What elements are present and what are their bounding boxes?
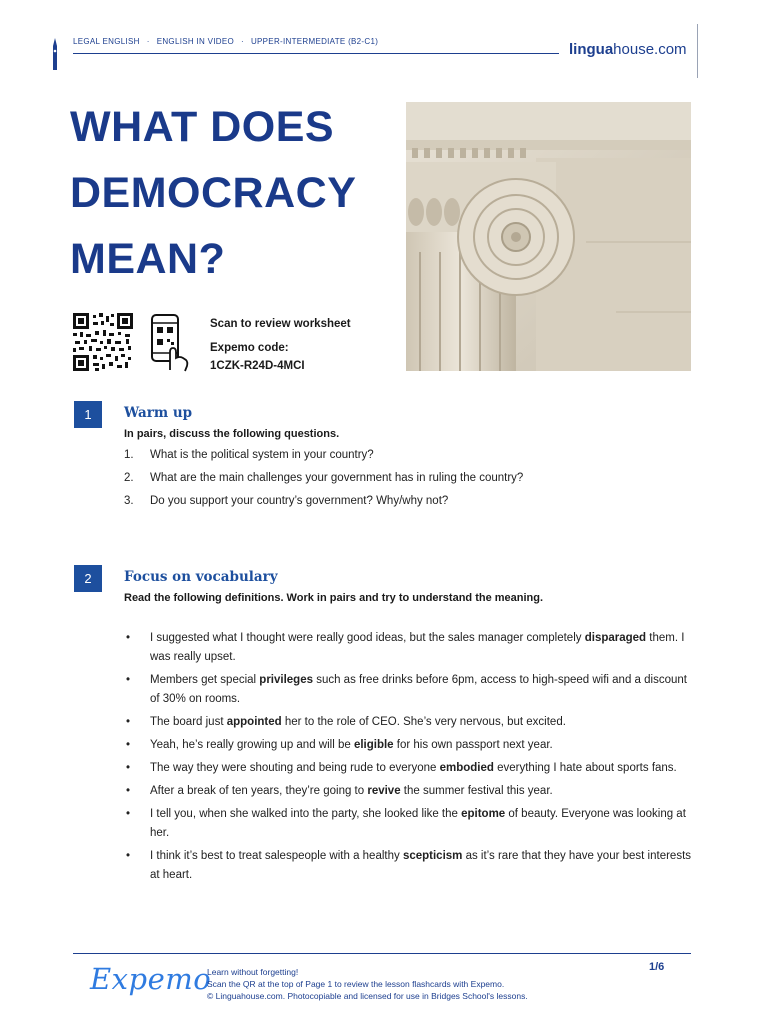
- expemo-code-label: Expemo code:: [210, 342, 289, 354]
- footer-divider: [73, 953, 691, 954]
- vocab-word: appointed: [226, 716, 282, 728]
- breadcrumb-item[interactable]: UPPER-INTERMEDIATE (B2-C1): [250, 37, 379, 46]
- vocab-word: eligible: [353, 739, 394, 751]
- list-item: • The way they were shouting and being rude to everyone embodied everything I hate about sports fans.: [126, 762, 677, 774]
- vocabulary-list: [124, 629, 691, 889]
- title-line: MEAN?: [70, 235, 226, 283]
- page-header: [0, 0, 768, 80]
- header-divider: [73, 53, 559, 54]
- list-item: 2. What are the main challenges your government has in ruling the country?: [124, 472, 524, 484]
- section-instruction: In pairs, discuss the following questions.: [124, 428, 340, 440]
- list-item: • Members get special privileges such as free drinks before 6pm, access to high-speed wifi and a discount of 30% on rooms.: [126, 674, 687, 705]
- list-item: 3. Do you support your country’s government? Why/why not?: [124, 495, 449, 507]
- list-item: • The board just appointed her to the role of CEO. She’s very nervous, but excited.: [126, 716, 566, 728]
- scan-label: Scan to review worksheet: [210, 318, 351, 330]
- qr-code-icon[interactable]: [73, 313, 133, 371]
- section-number-badge: 1: [74, 401, 102, 428]
- title-line: DEMOCRACY: [70, 169, 357, 217]
- list-item: 1. What is the political system in your country?: [124, 449, 374, 461]
- list-item: • After a break of ten years, they’re going to revive the summer festival this year.: [126, 785, 553, 797]
- expemo-code[interactable]: 1CZK-R24D-4MCI: [210, 360, 305, 372]
- big-ben-icon: [50, 38, 60, 70]
- vocab-word: epitome: [461, 808, 506, 820]
- breadcrumb-item[interactable]: LEGAL ENGLISH: [73, 37, 140, 46]
- scan-info: [210, 313, 351, 375]
- breadcrumb-item[interactable]: ENGLISH IN VIDEO: [156, 37, 234, 46]
- ionic-column-photo: [406, 102, 691, 371]
- list-item: • I suggested what I thought were really good ideas, but the sales manager completely disparaged them. I was really upset.: [126, 632, 685, 663]
- list-item: • I tell you, when she walked into the party, she looked like the epitome of beauty. Everyone was looking at her.: [126, 808, 686, 839]
- vocab-word: embodied: [439, 762, 494, 774]
- vocab-word: scepticism: [402, 850, 463, 862]
- question-list: [124, 449, 523, 518]
- list-item: • Yeah, he’s really growing up and will be eligible for his own passport next year.: [126, 739, 553, 751]
- breadcrumb: LEGAL ENGLISH · ENGLISH IN VIDEO · UPPER-INTERMEDIATE (B2-C1): [73, 37, 379, 46]
- phone-scan-icon: [150, 314, 190, 372]
- vocab-word: revive: [367, 785, 401, 797]
- section-instruction: Read the following definitions. Work in pairs and try to understand the meaning.: [124, 592, 544, 604]
- section-title: Focus on vocabulary: [124, 569, 278, 585]
- page-title: [70, 94, 390, 292]
- brand-logo[interactable]: linguahouse.com: [569, 41, 687, 58]
- title-line: WHAT DOES: [70, 103, 335, 151]
- expemo-logo[interactable]: Expemo: [90, 962, 212, 996]
- vocab-word: privileges: [259, 674, 313, 686]
- list-item: • I think it’s best to treat salespeople with a healthy scepticism as it’s rare that they have your best interests at heart.: [126, 850, 692, 881]
- vocab-word: disparaged: [584, 632, 647, 644]
- section-number-badge: 2: [74, 565, 102, 592]
- footer-text: Learn without forgetting! Scan the QR at the top of Page 1 to review the lesson flashcards with Expemo. © Linguahouse.com. Photocopiable and licensed for use in Bridges School's lessons.: [207, 967, 528, 1001]
- brand-divider: [697, 24, 698, 78]
- page-number: 1/6: [649, 961, 665, 973]
- section-title: Warm up: [124, 405, 193, 421]
